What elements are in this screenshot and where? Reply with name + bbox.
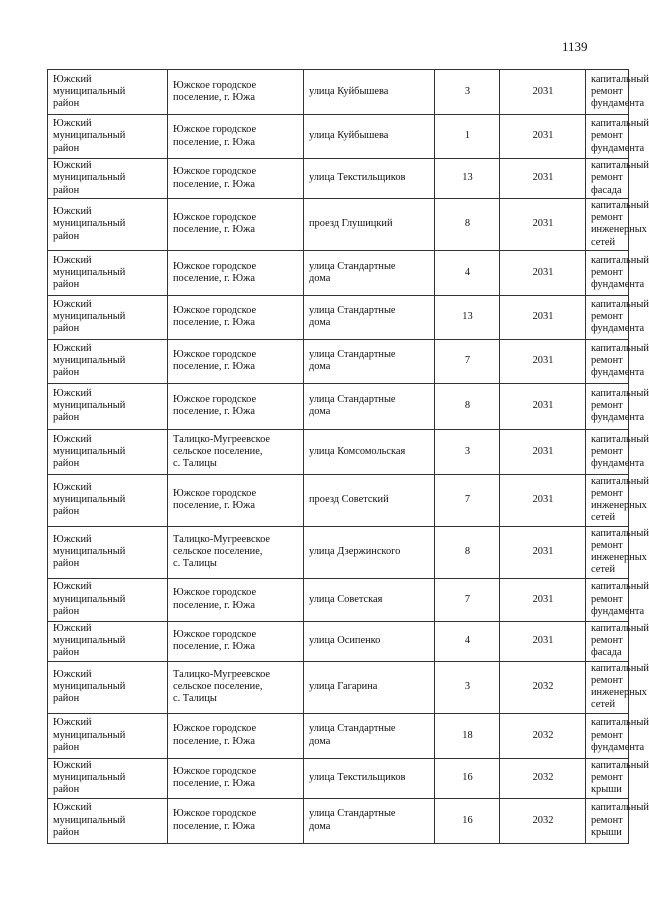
- district-cell: Южский муниципальный район: [48, 526, 168, 578]
- district-cell: Южский муниципальный район: [48, 798, 168, 843]
- settlement-cell: Южское городское поселение, г. Южа: [168, 199, 304, 251]
- street-cell: улица Стандартные дома: [304, 250, 435, 295]
- work-type-cell: капитальный ремонт фундамента: [586, 429, 629, 474]
- table-row: [48, 621, 629, 661]
- settlement-cell: Южское городское поселение, г. Южа: [168, 798, 304, 843]
- house-number-cell: 13: [435, 295, 500, 339]
- settlement-cell: Южское городское поселение, г. Южа: [168, 159, 304, 199]
- table-row: [48, 250, 629, 295]
- work-type-cell: капитальный ремонт фундамента: [586, 383, 629, 429]
- street-cell: улица Стандартные дома: [304, 713, 435, 758]
- settlement-cell: Южское городское поселение, г. Южа: [168, 383, 304, 429]
- house-number-cell: 3: [435, 70, 500, 115]
- table-row: [48, 295, 629, 339]
- table-row: [48, 339, 629, 383]
- district-cell: Южский муниципальный район: [48, 383, 168, 429]
- house-number-cell: 3: [435, 661, 500, 713]
- settlement-cell: Южское городское поселение, г. Южа: [168, 339, 304, 383]
- district-cell: Южский муниципальный район: [48, 621, 168, 661]
- district-cell: Южский муниципальный район: [48, 758, 168, 798]
- work-type-cell: капитальный ремонт фундамента: [586, 115, 629, 159]
- street-cell: улица Стандартные дома: [304, 798, 435, 843]
- work-type-cell: капитальный ремонт фундамента: [586, 70, 629, 115]
- table-row: [48, 70, 629, 115]
- house-number-cell: 16: [435, 798, 500, 843]
- settlement-cell: Талицко-Мугреевское сельское поселение, с. Талицы: [168, 661, 304, 713]
- house-number-cell: 18: [435, 713, 500, 758]
- district-cell: Южский муниципальный район: [48, 250, 168, 295]
- settlement-cell: Южское городское поселение, г. Южа: [168, 115, 304, 159]
- street-cell: улица Куйбышева: [304, 115, 435, 159]
- street-cell: улица Дзержинского: [304, 526, 435, 578]
- table-row: [48, 474, 629, 526]
- settlement-cell: Южское городское поселение, г. Южа: [168, 295, 304, 339]
- year-cell: 2031: [500, 429, 586, 474]
- settlement-cell: Южское городское поселение, г. Южа: [168, 70, 304, 115]
- table-row: [48, 798, 629, 843]
- table-row: [48, 383, 629, 429]
- house-number-cell: 8: [435, 199, 500, 251]
- house-number-cell: 13: [435, 159, 500, 199]
- year-cell: 2031: [500, 526, 586, 578]
- year-cell: 2032: [500, 798, 586, 843]
- house-number-cell: 7: [435, 339, 500, 383]
- year-cell: 2031: [500, 474, 586, 526]
- settlement-cell: Южское городское поселение, г. Южа: [168, 758, 304, 798]
- district-cell: Южский муниципальный район: [48, 339, 168, 383]
- table-row: [48, 713, 629, 758]
- house-number-cell: 4: [435, 621, 500, 661]
- settlement-cell: Южское городское поселение, г. Южа: [168, 621, 304, 661]
- work-type-cell: капитальный ремонт инженерных сетей: [586, 661, 629, 713]
- street-cell: улица Гагарина: [304, 661, 435, 713]
- settlement-cell: Южское городское поселение, г. Южа: [168, 578, 304, 621]
- district-cell: Южский муниципальный район: [48, 199, 168, 251]
- settlement-cell: Южское городское поселение, г. Южа: [168, 250, 304, 295]
- year-cell: 2031: [500, 199, 586, 251]
- work-type-cell: капитальный ремонт крыши: [586, 758, 629, 798]
- house-number-cell: 3: [435, 429, 500, 474]
- district-cell: Южский муниципальный район: [48, 70, 168, 115]
- district-cell: Южский муниципальный район: [48, 474, 168, 526]
- house-number-cell: 8: [435, 383, 500, 429]
- work-type-cell: капитальный ремонт инженерных сетей: [586, 474, 629, 526]
- table-body: [48, 70, 649, 844]
- year-cell: 2032: [500, 713, 586, 758]
- house-number-cell: 16: [435, 758, 500, 798]
- house-number-cell: 8: [435, 526, 500, 578]
- year-cell: 2031: [500, 159, 586, 199]
- year-cell: 2031: [500, 621, 586, 661]
- street-cell: проезд Глушицкий: [304, 199, 435, 251]
- work-type-cell: капитальный ремонт фундамента: [586, 295, 629, 339]
- work-type-cell: капитальный ремонт фасада: [586, 159, 629, 199]
- street-cell: улица Стандартные дома: [304, 295, 435, 339]
- street-cell: улица Куйбышева: [304, 70, 435, 115]
- year-cell: 2031: [500, 295, 586, 339]
- street-cell: улица Текстильщиков: [304, 159, 435, 199]
- work-type-cell: капитальный ремонт фундамента: [586, 339, 629, 383]
- table-row: [48, 429, 629, 474]
- year-cell: 2031: [500, 383, 586, 429]
- house-number-cell: 1: [435, 115, 500, 159]
- house-number-cell: 4: [435, 250, 500, 295]
- house-number-cell: 7: [435, 578, 500, 621]
- table-row: [48, 199, 629, 251]
- settlement-cell: Южское городское поселение, г. Южа: [168, 474, 304, 526]
- work-type-cell: капитальный ремонт крыши: [586, 798, 629, 843]
- work-type-cell: капитальный ремонт фасада: [586, 621, 629, 661]
- street-cell: улица Советская: [304, 578, 435, 621]
- table-row: [48, 758, 629, 798]
- district-cell: Южский муниципальный район: [48, 295, 168, 339]
- table-row: [48, 159, 629, 199]
- table-row: [48, 661, 629, 713]
- street-cell: улица Текстильщиков: [304, 758, 435, 798]
- table-row: [48, 578, 629, 621]
- work-type-cell: капитальный ремонт инженерных сетей: [586, 526, 629, 578]
- street-cell: проезд Советский: [304, 474, 435, 526]
- work-type-cell: капитальный ремонт фундамента: [586, 713, 629, 758]
- page-number: 1139: [562, 39, 588, 54]
- settlement-cell: Талицко-Мугреевское сельское поселение, с. Талицы: [168, 526, 304, 578]
- street-cell: улица Осипенко: [304, 621, 435, 661]
- work-type-cell: капитальный ремонт фундамента: [586, 578, 629, 621]
- year-cell: 2031: [500, 250, 586, 295]
- year-cell: 2031: [500, 339, 586, 383]
- work-type-cell: капитальный ремонт инженерных сетей: [586, 199, 629, 251]
- year-cell: 2031: [500, 70, 586, 115]
- table-row: [48, 115, 629, 159]
- settlement-cell: Южское городское поселение, г. Южа: [168, 713, 304, 758]
- district-cell: Южский муниципальный район: [48, 429, 168, 474]
- street-cell: улица Стандартные дома: [304, 339, 435, 383]
- settlement-cell: Талицко-Мугреевское сельское поселение, с. Талицы: [168, 429, 304, 474]
- work-type-cell: капитальный ремонт фундамента: [586, 250, 629, 295]
- repair-schedule-table: [47, 69, 649, 844]
- table-row: [48, 526, 629, 578]
- year-cell: 2032: [500, 758, 586, 798]
- street-cell: улица Комсомольская: [304, 429, 435, 474]
- year-cell: 2031: [500, 115, 586, 159]
- house-number-cell: 7: [435, 474, 500, 526]
- district-cell: Южский муниципальный район: [48, 578, 168, 621]
- year-cell: 2032: [500, 661, 586, 713]
- district-cell: Южский муниципальный район: [48, 159, 168, 199]
- district-cell: Южский муниципальный район: [48, 713, 168, 758]
- year-cell: 2031: [500, 578, 586, 621]
- district-cell: Южский муниципальный район: [48, 661, 168, 713]
- street-cell: улица Стандартные дома: [304, 383, 435, 429]
- district-cell: Южский муниципальный район: [48, 115, 168, 159]
